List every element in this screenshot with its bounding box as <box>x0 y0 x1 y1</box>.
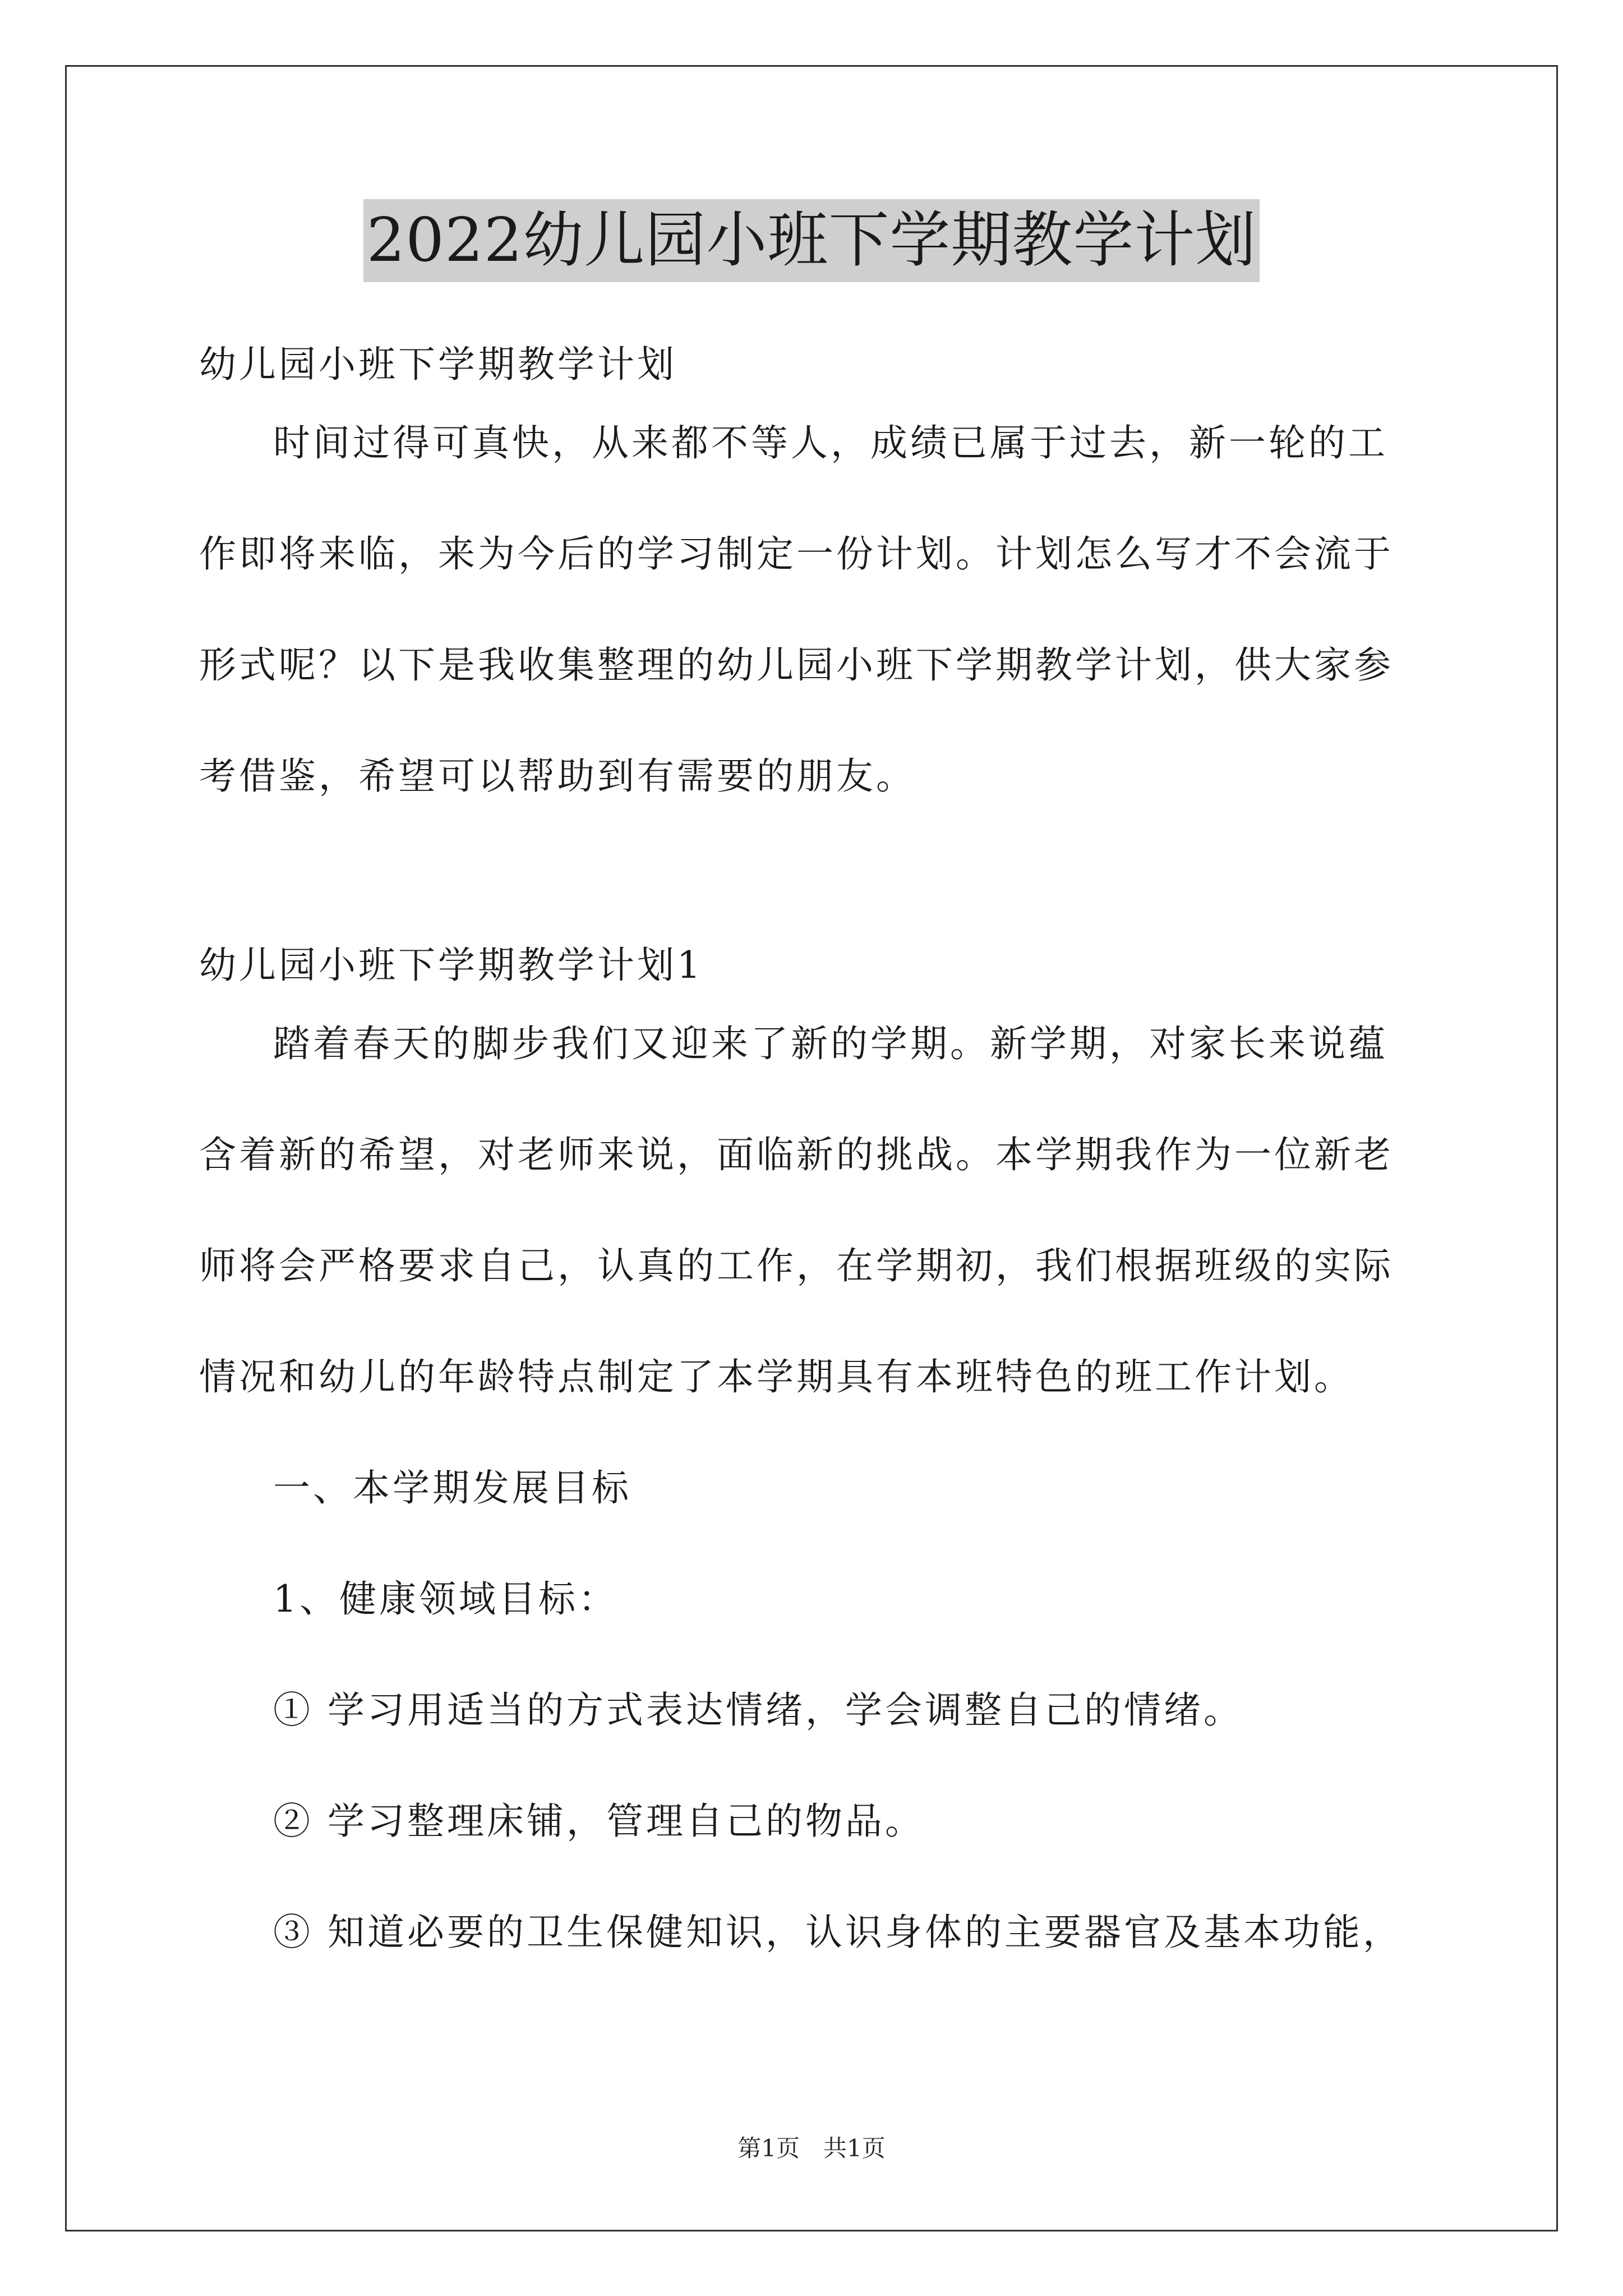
section-heading: 幼儿园小班下学期教学计划1 <box>199 944 703 987</box>
list-item: ① 学习用适当的方式表达情绪，学会调整自己的情绪。 <box>273 1688 1243 1732</box>
paragraph-line: 作即将来临，来为今后的学习制定一份计划。计划怎么写才不会流于 <box>199 532 1394 576</box>
paragraph-line: 形式呢？以下是我收集整理的幼儿园小班下学期教学计划，供大家参 <box>199 643 1394 687</box>
paragraph-line: 时间过得可真快，从来都不等人，成绩已属于过去，新一轮的工 <box>273 421 1388 464</box>
document-body <box>199 314 1436 1960</box>
list-item: ③ 知道必要的卫生保健知识，认识身体的主要器官及基本功能， <box>273 1911 1403 1954</box>
paragraph-line: 师将会严格要求自己，认真的工作，在学期初，我们根据班级的实际 <box>199 1244 1394 1287</box>
list-item: ② 学习整理床铺，管理自己的物品。 <box>273 1800 925 1843</box>
paragraph-line: 踏着春天的脚步我们又迎来了新的学期。新学期，对家长来说蕴 <box>273 1022 1388 1065</box>
document-title: 2022幼儿园小班下学期教学计划 <box>363 199 1260 282</box>
paragraph-line: 情况和幼儿的年龄特点制定了本学期具有本班特色的班工作计划。 <box>199 1355 1354 1398</box>
section-heading: 幼儿园小班下学期教学计划 <box>199 343 677 386</box>
page-footer <box>0 2132 1623 2165</box>
page-number: 第1页 共1页 <box>737 2134 886 2162</box>
paragraph-line: 考借鉴，希望可以帮助到有需要的朋友。 <box>199 754 916 798</box>
paragraph-line: 含着新的希望，对老师来说，面临新的挑战。本学期我作为一位新老 <box>199 1133 1394 1176</box>
title-area <box>0 199 1623 282</box>
subsection-heading: 一、本学期发展目标 <box>273 1466 631 1510</box>
list-heading: 1、健康领域目标： <box>273 1577 618 1621</box>
